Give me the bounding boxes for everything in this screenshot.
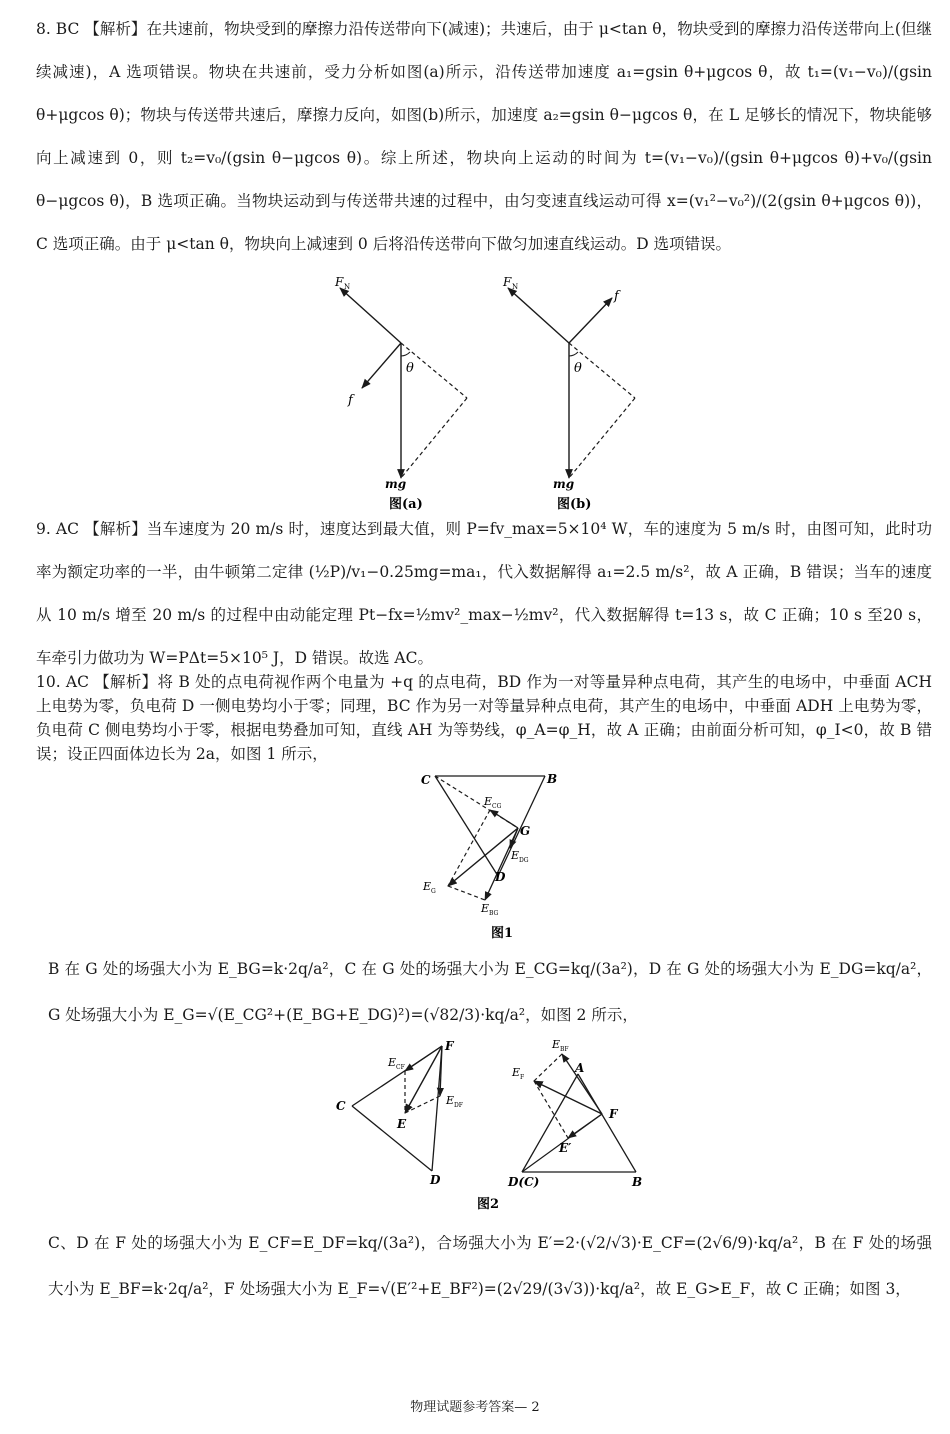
q8-figures [300,270,680,515]
fig1-EBG-sub: BG [489,910,499,917]
fig2-C: C [336,1099,346,1113]
fig2-EBF-sub: BF [560,1046,569,1053]
fig-b-theta-label: θ [574,361,582,376]
fig-a-f-label: f [348,393,353,408]
fig2-F: F [445,1039,454,1053]
fig-b-FN-sub: N [512,283,519,291]
fig2-DC: D(C) [508,1175,540,1189]
fig2-F-right: F [609,1107,618,1121]
q10-figure-2 [330,1036,650,1216]
fig2-caption: 图2 [477,1197,500,1212]
figure-2-left [336,1039,463,1187]
fig1-B: B [547,772,558,786]
q10-figure-1 [415,768,590,943]
q10-paragraph-1: 10. AC 【解析】将 B 处的点电荷视作两个电量为 +q 的点电荷，BD 作为一对等量异种点电荷，其产生的电场中，中垂面 ACH 上电势为零，负电荷 D 一侧电势均小于零；同理，BC 作为另一对等量异种点电荷，其产生的电场中，中垂面 ADH 上电势为零，负电荷 C 侧电势均小于零，根据电势叠加可知，直线 AH 为等势线，φ_A=φ_H，故 A 正确；由前面分析可知，φ_I<0，故 B 错误；设正四面体边长为 2a，如图 1 所示， [36,673,932,763]
fig2-ECF-sub: CF [396,1064,405,1071]
fig2-EDF: E [446,1094,455,1107]
fig-b-caption: 图(b) [557,497,592,512]
q9-paragraph: 9. AC 【解析】当车速度为 20 m/s 时，速度达到最大值，则 P=fv_max=5×10⁴ W，车的速度为 5 m/s 时，由图可知，此时功率为额定功率的一半，由牛顿第二定律 (½P)/v₁−0.25mg=ma₁，代入数据解得 a₁=2.5 m/s²，故 A 正确，B 错误；当车的速度从 10 m/s 增至 20 m/s 的过程中由动能定理 Pt−fx=½mv²_max−½mv²，代入数据解得 t=13 s，故 C 正确；10 s 至20 s，车牵引力做功为 W=PΔt=5×10⁵ J，D 错误。故选 AC。 [36,520,932,667]
fig2-E: E [397,1117,407,1131]
page-footer: 物理试题参考答案— 2 [410,1400,540,1415]
fig-b-f-label: f [614,289,619,304]
q8-paragraph: 8. BC 【解析】在共速前，物块受到的摩擦力沿传送带向下(减速)；共速后，由于 μ<tan θ，物块受到的摩擦力沿传送带向上(但继续减速)，A 选项错误。物块在共速前，受力分析如图(a)所示，沿传送带加速度 a₁=gsin θ+μgcos θ，故 t₁=(v₁−v₀)/(gsin θ+μgcos θ)；物块与传送带共速后，摩擦力反向，如图(b)所示，加速度 a₂=gsin θ−μgcos θ，在 L 足够长的情况下，物块能够向上减速到 0，则 t₂=v₀/(gsin θ−μgcos θ)。综上所述，物块向上运动的时间为 t=(v₁−v₀)/(gsin θ+μgcos θ)+v₀/(gsin θ−μgcos θ)，B 选项正确。当物块运动到与传送带共速的过程中，由匀变速直线运动可得 x=(v₁²−v₀²)/(2(gsin θ+μgcos θ))，C 选项正确。由于 μ<tan θ，物块向上减速到 0 后将沿传送带向下做匀加速直线运动。D 选项错误。 [36,20,932,253]
figure-1 [421,772,557,941]
fig-a-caption: 图(a) [389,497,423,512]
fig-a-mg-label: mg [385,477,407,491]
fig1-EDG-sub: DG [519,857,529,864]
fig-a-FN-label: F [335,275,344,289]
fig2-B: B [632,1175,643,1189]
fig1-EG-sub: G [431,888,436,895]
fig1-ECG-sub: CG [492,803,502,810]
fig1-C: C [421,773,431,787]
q10-paragraph-2: B 在 G 处的场强大小为 E_BG=k·2q/a²，C 在 G 处的场强大小为 E_CG=kq/(3a²)，D 在 G 处的场强大小为 E_DG=kq/a²，G 处场强大小为 E_G=√(E_CG²+(E_BG+E_DG)²)=(√82/3)·kq/a²，如图 2 所示， [48,960,932,1024]
figure-a [334,275,467,512]
fig1-EBG: E [481,902,490,915]
fig1-ECG: E [484,795,493,808]
fig-b-mg-label: mg [553,477,575,491]
fig1-caption: 图1 [491,926,514,941]
fig2-Eprime: E′ [559,1141,572,1155]
fig2-EF: E [512,1066,521,1079]
fig-a-FN-sub: N [344,283,351,291]
fig2-A: A [575,1061,585,1075]
fig1-EG: E [423,880,432,893]
figure-2-right [507,1038,642,1189]
fig-a-theta-label: θ [406,361,414,376]
fig1-G: G [520,824,531,838]
fig2-EDF-sub: DF [454,1102,463,1109]
fig-b-FN-label: F [503,275,512,289]
figure-b [502,275,635,512]
fig2-D: D [430,1173,441,1187]
fig2-EBF: E [552,1038,561,1051]
fig2-EF-sub: F [520,1074,525,1081]
fig2-ECF: E [388,1056,397,1069]
fig1-EDG: E [511,849,520,862]
q10-paragraph-3: C、D 在 F 处的场强大小为 E_CF=E_DF=kq/(3a²)，合场强大小为 E′=2·(√2/√3)·E_CF=(2√6/9)·kq/a²，B 在 F 处的场强大小为 E_BF=k·2q/a²，F 处场强大小为 E_F=√(E′²+E_BF²)=(2√29/(3√3))·kq/a²，故 E_G>E_F，故 C 正确；如图 3， [48,1234,932,1298]
fig1-D: D [495,870,506,884]
